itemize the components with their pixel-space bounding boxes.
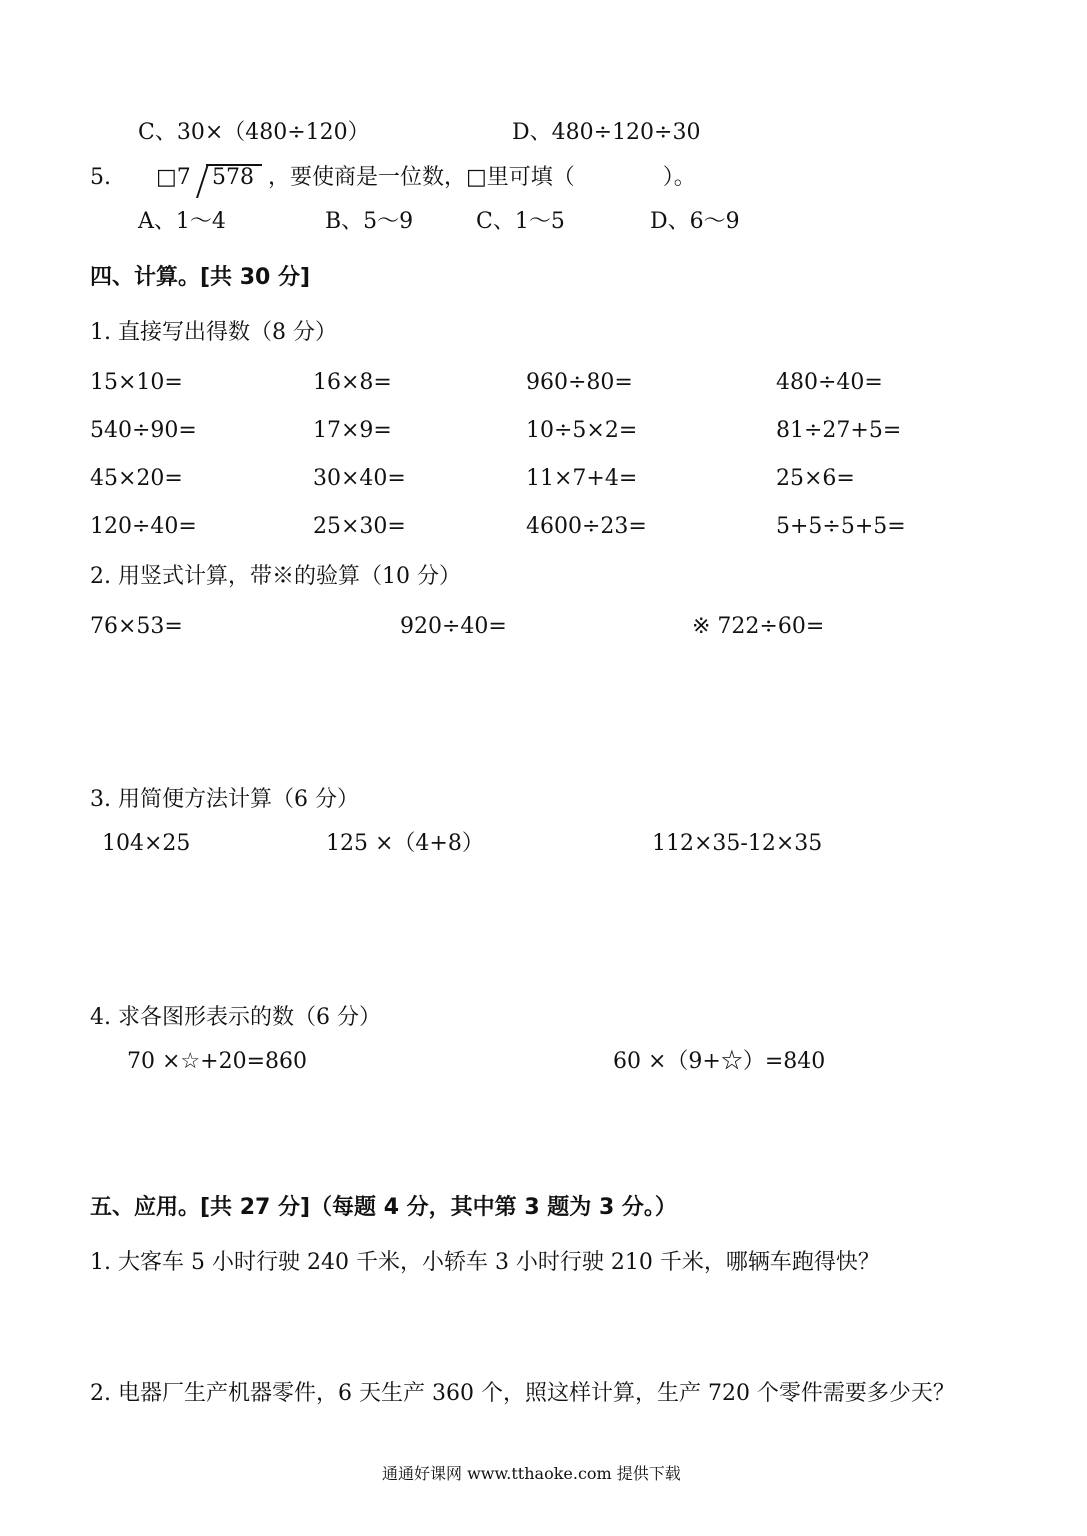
simplify-item: 112×35-12×35 — [652, 831, 823, 856]
part3-title: 3. 用简便方法计算（6 分） — [90, 787, 359, 812]
section5-title: 五、应用。[共 27 分]（每题 4 分，其中第 3 题为 3 分。） — [90, 1195, 677, 1220]
application-q1: 1. 大客车 5 小时行驶 240 千米，小轿车 3 小时行驶 210 千米，哪辆车跑得快？ — [90, 1250, 880, 1275]
calc-cell: 960÷80= — [526, 370, 633, 395]
calc-cell: 5+5÷5+5= — [776, 514, 906, 539]
q5-dividend: 578 — [212, 165, 254, 190]
q5-option-c: C、1～5 — [476, 209, 565, 234]
application-q2: 2. 电器厂生产机器零件，6 天生产 360 个，照这样计算，生产 720 个零件需要多少天？ — [90, 1381, 955, 1406]
q5-divisor: □7 — [156, 165, 191, 190]
q5-option-d: D、6～9 — [650, 209, 740, 234]
vertical-calc-item: ※ 722÷60= — [692, 614, 825, 639]
option-c: C、30×（480÷120） — [138, 120, 370, 145]
calc-cell: 16×8= — [313, 370, 392, 395]
division-bracket — [196, 164, 209, 198]
shape-equation: 60 ×（9+☆）=840 — [613, 1049, 826, 1074]
calc-cell: 11×7+4= — [526, 466, 638, 491]
q5-question: ，要使商是一位数，□里可填（ ）。 — [268, 165, 696, 190]
calc-cell: 30×40= — [313, 466, 406, 491]
footer-text: 通通好课网 www.tthaoke.com 提供下载 — [382, 1464, 681, 1483]
part2-title: 2. 用竖式计算，带※的验算（10 分） — [90, 564, 461, 589]
vertical-calc-item: 920÷40= — [400, 614, 507, 639]
calc-cell: 17×9= — [313, 418, 392, 443]
calc-cell: 25×30= — [313, 514, 406, 539]
calc-cell: 4600÷23= — [526, 514, 647, 539]
q5-option-b: B、5～9 — [325, 209, 414, 234]
section4-title: 四、计算。[共 30 分] — [90, 265, 311, 290]
calc-cell: 10÷5×2= — [526, 418, 638, 443]
calc-cell: 45×20= — [90, 466, 183, 491]
calc-cell: 480÷40= — [776, 370, 883, 395]
calc-cell: 25×6= — [776, 466, 855, 491]
part4-title: 4. 求各图形表示的数（6 分） — [90, 1005, 381, 1030]
q5-option-a: A、1～4 — [138, 209, 226, 234]
option-d: D、480÷120÷30 — [512, 120, 701, 145]
simplify-item: 104×25 — [102, 831, 191, 856]
calc-cell: 81÷27+5= — [776, 418, 902, 443]
calc-cell: 540÷90= — [90, 418, 197, 443]
vertical-calc-item: 76×53= — [90, 614, 183, 639]
calc-cell: 15×10= — [90, 370, 183, 395]
calc-cell: 120÷40= — [90, 514, 197, 539]
simplify-item: 125 ×（4+8） — [326, 831, 484, 856]
q5-number: 5. — [90, 165, 111, 190]
part1-title: 1. 直接写出得数（8 分） — [90, 320, 337, 345]
shape-equation: 70 ×☆+20=860 — [127, 1049, 307, 1074]
